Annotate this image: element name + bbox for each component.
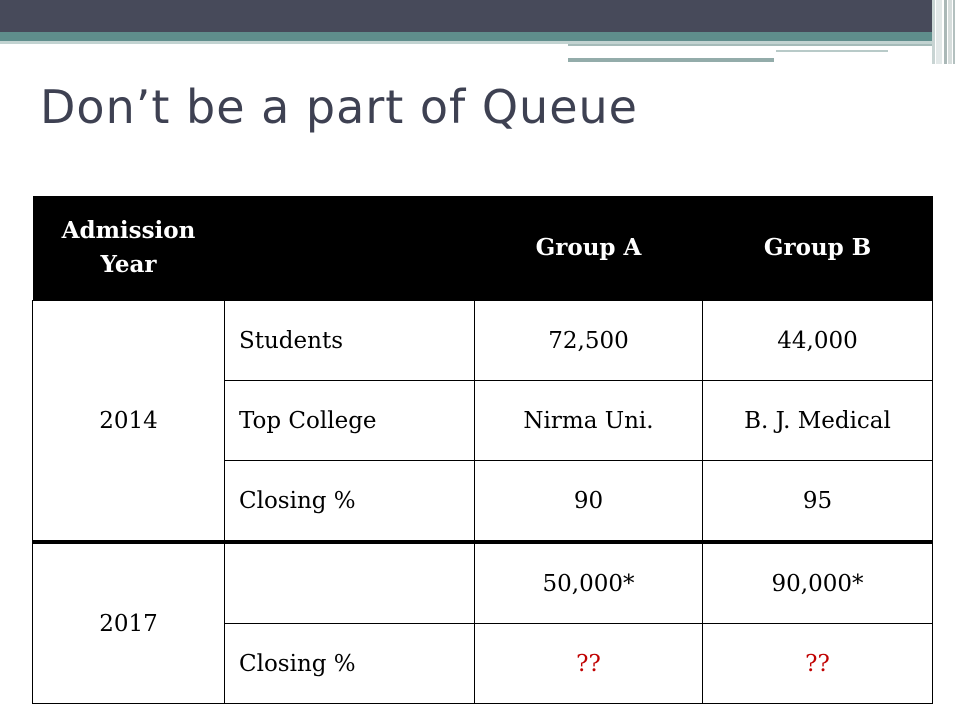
group-b-unknown-cell: ?? — [703, 624, 933, 704]
row-label: Closing % — [225, 461, 475, 543]
header-group-a: Group A — [475, 196, 703, 301]
header-group-b: Group B — [703, 196, 933, 301]
group-b-cell: 95 — [703, 461, 933, 543]
group-a-unknown-cell: ?? — [475, 624, 703, 704]
top-bar-teal — [0, 32, 932, 41]
header-admission-year: Admission Year — [33, 196, 225, 301]
table-row — [33, 301, 933, 381]
corner-stripe — [948, 0, 952, 64]
table-header-row — [33, 196, 933, 301]
table-row — [33, 542, 933, 624]
group-b-cell: 90,000* — [703, 542, 933, 624]
row-label: Top College — [225, 381, 475, 461]
group-b-cell: B. J. Medical — [703, 381, 933, 461]
group-a-cell: 90 — [475, 461, 703, 543]
row-label — [225, 542, 475, 624]
top-bar-dark — [0, 0, 932, 32]
group-a-cell: 50,000* — [475, 542, 703, 624]
year-cell-2014: 2014 — [33, 301, 225, 543]
top-bar-line — [776, 50, 888, 52]
corner-stripe — [936, 0, 942, 64]
header-label-column — [225, 196, 475, 301]
slide-title: Don’t be a part of Queue — [40, 80, 638, 134]
corner-stripe — [953, 0, 955, 64]
year-cell-2017: 2017 — [33, 542, 225, 704]
group-a-cell: 72,500 — [475, 301, 703, 381]
corner-stripe — [944, 0, 947, 64]
group-b-cell: 44,000 — [703, 301, 933, 381]
row-label: Closing % — [225, 624, 475, 704]
row-label: Students — [225, 301, 475, 381]
corner-stripe — [932, 0, 935, 64]
admission-table — [32, 196, 933, 704]
group-a-cell: Nirma Uni. — [475, 381, 703, 461]
top-bar-accent-thin — [568, 58, 774, 62]
